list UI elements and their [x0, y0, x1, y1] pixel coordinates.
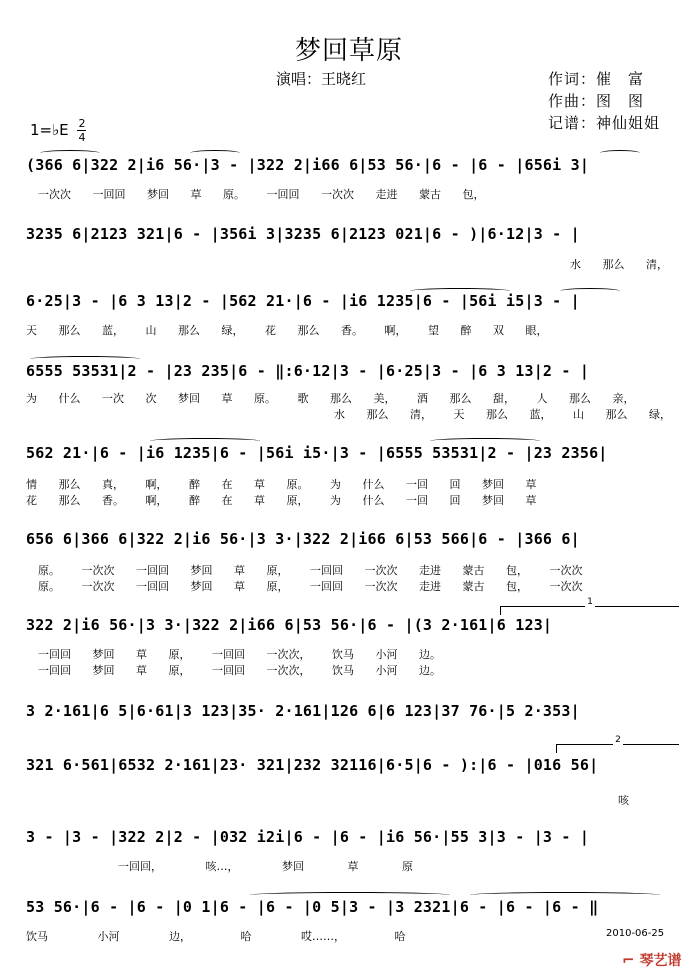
slur-mark [150, 438, 260, 444]
lyric-line-7a: 一回回 梦回 草 原， 一回回 一次次， 饮马 小河 边。 [38, 648, 441, 661]
lyric-line-2: 水 那么 清， [570, 258, 668, 271]
composer-credit: 作曲：图 图 [548, 92, 645, 110]
volta-bracket-2: 2 [556, 744, 679, 753]
lyric-line-1: 一次次 一回回 梦回 草 原。 一回回 一次次 走进 蒙古 包， [38, 188, 485, 201]
slur-mark [190, 150, 240, 156]
notation-line-3: 6·25|3 - |6 3 13|2 - |562 21·|6 - |i6 1235|6 - |56i i5|3 - | [26, 292, 580, 310]
key-signature [30, 118, 86, 143]
lyric-line-11: 饮马 小河 边， 哈 哎……， 哈 [26, 930, 406, 943]
slur-mark [430, 438, 540, 444]
slur-mark [410, 288, 510, 294]
time-top: 2 [78, 117, 86, 130]
time-bottom: 4 [78, 131, 86, 144]
site-logo [622, 950, 681, 970]
lyric-line-3: 天 那么 蓝， 山 那么 绿， 花 那么 香。 啊， 望 醉 双 眼， [26, 324, 548, 337]
slur-mark [250, 892, 450, 898]
slur-mark [30, 356, 140, 362]
key-label: 1=♭E [30, 121, 69, 139]
lyric-line-5b: 花 那么 香。 啊， 醉 在 草 原， 为 什么 一回 回 梦回 草 [26, 494, 537, 507]
page-title: 梦回草原 [294, 36, 403, 66]
notation-line-5: 562 21·|6 - |i6 1235|6 - |56i i5·|3 - |6555 53531|2 - |23 2356| [26, 444, 608, 462]
notation-line-9: 321 6·561|6532 2·161|23· 321|232 32116|6·5|6 - ):|6 - |016 56| [26, 756, 599, 774]
lyric-line-5a: 情 那么 真， 啊， 醉 在 草 原。 为 什么 一回 回 梦回 草 [26, 478, 537, 491]
time-signature [77, 118, 86, 143]
lyric-line-9: 咳 [618, 794, 629, 807]
lyric-line-4a: 为 什么 一次 次 梦回 草 原。 歌 那么 美， 酒 那么 甜， 人 那么 亲， [26, 392, 635, 405]
notation-line-11: 53 56·|6 - |6 - |0 1|6 - |6 - |0 5|3 - |3 2321|6 - |6 - |6 - ‖ [26, 898, 599, 916]
slur-mark [600, 150, 640, 156]
notation-line-1: (366 6|322 2|i6 56·|3 - |322 2|i66 6|53 56·|6 - |6 - |656i 3| [26, 156, 590, 174]
transcriber-credit: 记谱：神仙姐姐 [548, 114, 661, 132]
lyric-line-6a: 原。 一次次 一回回 梦回 草 原， 一回回 一次次 走进 蒙古 包， 一次次 [38, 564, 583, 577]
notation-line-6: 656 6|366 6|322 2|i6 56·|3 3·|322 2|i66 6|53 566|6 - |366 6| [26, 530, 580, 548]
lyric-line-7b: 一回回 梦回 草 原， 一回回 一次次， 饮马 小河 边。 [38, 664, 441, 677]
notation-line-4: 6555 53531|2 - |23 235|6 - ‖:6·12|3 - |6·25|3 - |6 3 13|2 - | [26, 362, 590, 380]
lyric-line-10: 一回回， 咳…， 梦回 草 原 [118, 860, 413, 873]
logo-mark-icon: ⌐ [622, 951, 635, 969]
notation-line-8: 3 2·161|6 5|6·61|3 123|35· 2·161|126 6|6 123|37 76·|5 2·353| [26, 702, 580, 720]
lyric-line-6b: 原。 一次次 一回回 梦回 草 原， 一回回 一次次 走进 蒙古 包， 一次次 [38, 580, 583, 593]
notation-line-10: 3 - |3 - |322 2|2 - |032 i2i|6 - |6 - |i6 56·|55 3|3 - |3 - | [26, 828, 590, 846]
notation-line-2: 3235 6|2123 321|6 - |356i 3|3235 6|2123 021|6 - )|6·12|3 - | [26, 225, 580, 243]
lyricist-credit: 作词：催 富 [548, 70, 645, 88]
lyric-line-4b: 水 那么 清， 天 那么 蓝， 山 那么 绿， [334, 408, 671, 421]
slur-mark [40, 150, 100, 156]
logo-text: 琴艺谱 [639, 953, 682, 969]
transcription-date: 2010-06-25 [606, 928, 665, 939]
notation-line-7: 322 2|i6 56·|3 3·|322 2|i66 6|53 56·|6 - |(3 2·161|6 123| [26, 616, 553, 634]
singer-credit: 演唱：王晓红 [276, 70, 367, 88]
slur-mark [470, 892, 660, 898]
slur-mark [560, 288, 620, 294]
volta-bracket-1: 1 [500, 606, 679, 615]
